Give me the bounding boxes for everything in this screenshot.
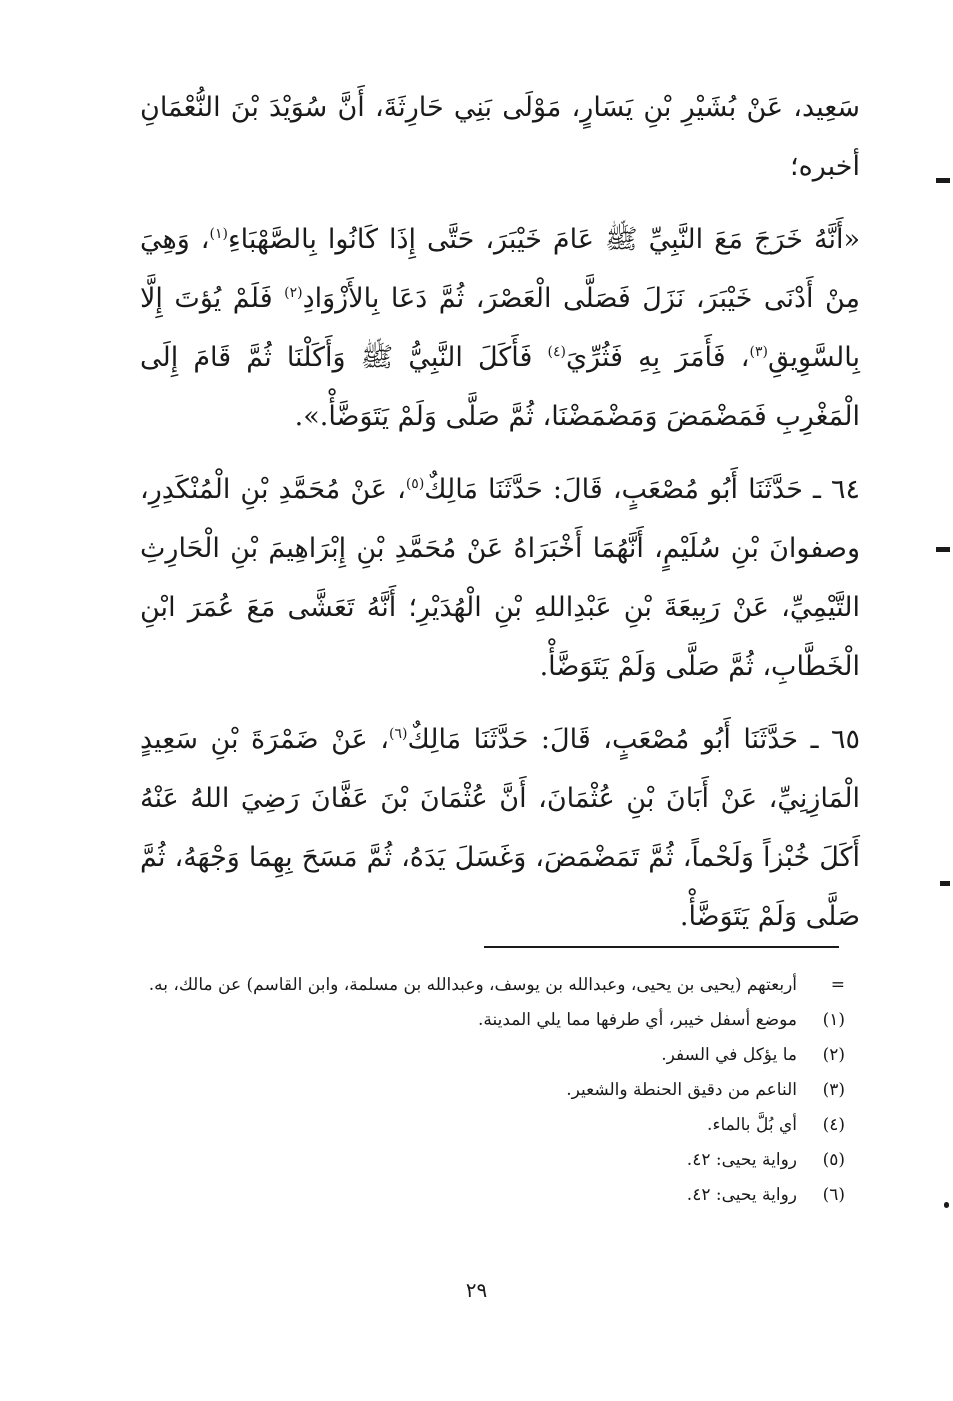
paragraph-hadith-65: ٦٥ ـ حَدَّثَنَا أَبُو مُصْعَبٍ، قَالَ: حَدَّثَنَا مَالِكٌ$^{(٦)}$، عَنْ ضَمْرَةَ بْنِ سَعِيدٍ الْمَازِنِيِّ، عَنْ أَبَانَ بْنِ عُثْمَانَ، أَنَّ عُثْمَانَ بْنَ عَفَّانَ رَضِيَ اللهُ عَنْهُ أَكَلَ خُبْزاً وَلَحْماً، ثُمَّ تَمَضْمَضَ، وَغَسَلَ يَدَهُ، ثُمَّ مَسَحَ بِهِمَا وَجْهَهُ، ثُمَّ صَلَّى وَلَمْ يَتَوَضَّأْ.: [140, 724, 860, 932]
footnote-ref-6[interactable]: (٦): [389, 726, 408, 742]
margin-mark: [940, 881, 950, 886]
footnote-continuation: =أربعتهم (يحيى بن يحيى، وعبدالله بن يوسف، وعبدالله بن مسلمة، وابن القاسم) عن مالك، به.: [140, 968, 845, 1003]
page-number: ٢٩: [465, 1278, 488, 1302]
paragraph-hadith-64: ٦٤ ـ حَدَّثَنَا أَبُو مُصْعَبٍ، قَالَ: حَدَّثَنَا مَالِكٌ$^{(٥)}$، عَنْ مُحَمَّدِ بْنِ الْمُنْكَدِرِ، وصفوانَ بْنِ سُلَيْمٍ، أَنَّهُمَا أَخْبَرَاهُ عَنْ مُحَمَّدِ بْنِ إِبْرَاهِيمَ بْنِ الْحَارِثِ التَّيْمِيِّ، عَنْ رَبِيعَةَ بْنِ عَبْدِاللهِ بْنِ الْهُدَيْرِ؛ أَنَّهُ تَعَشَّى مَعَ عُمَرَ ابْنِ الْخَطَّابِ، ثُمَّ صَلَّى وَلَمْ يَتَوَضَّأْ.: [140, 474, 860, 682]
footnote-ref-3[interactable]: (٣): [749, 344, 768, 360]
paragraph-hadith-suwayd: «أَنَّهُ خَرَجَ مَعَ النَّبِيِّ ﷺ عَامَ خَيْبَرَ، حَتَّى إِذَا كَانُوا بِالصَّهْبَاءِ$^{(١)}$، وَهِيَ مِنْ أَدْنَى خَيْبَرَ، نَزَلَ فَصَلَّى الْعَصْرَ، ثُمَّ دَعَا بِالأَزْوَادِ$^{(٢)}$ فَلَمْ يُؤتَ إِلَّا بِالسَّوِيقِ$^{(٣)}$، فَأَمَرَ بِهِ فَثُرِّيَ$^{(٤)}$ فَأَكَلَ النَّبِيُّ ﷺ وَأَكَلْنَا ثُمَّ قَامَ إِلَى الْمَغْرِبِ فَمَضْمَضَ وَمَضْمَضْنَا، ثُمَّ صَلَّى وَلَمْ يَتَوَضَّأْ.».: [140, 224, 861, 432]
continuation-marker: =: [830, 975, 845, 995]
footnote-ref-2[interactable]: (٢): [284, 285, 303, 301]
main-text: [140, 78, 860, 960]
margin-mark: [944, 1202, 949, 1208]
footnote-1: (١)موضع أسفل خيبر، أي طرفها مما يلي المدينة.: [477, 1010, 845, 1030]
footnote-2: (٢)ما يؤكل في السفر.: [661, 1045, 845, 1065]
footnote-ref-5[interactable]: (٥): [405, 476, 425, 492]
paragraph-chain-end: سَعِيد، عَنْ بُشَيْرِ بْنِ يَسَارٍ، مَوْلَى بَنِي حَارِثَةَ، أَنَّ سُوَيْدَ بْنَ النُّعْمَانِ أخبره؛: [140, 92, 860, 182]
footnote-ref-1[interactable]: (١): [209, 226, 228, 242]
footnote-4: (٤)أي بُلَّ بالماء.: [707, 1115, 845, 1135]
margin-mark: [936, 178, 950, 183]
footnote-5: (٥)رواية يحيى: ٤٢.: [686, 1150, 845, 1170]
footnote-3: (٣)الناعم من دقيق الحنطة والشعير.: [566, 1080, 845, 1100]
footnote-divider: [484, 946, 839, 948]
footnotes: [140, 968, 845, 1213]
footnote-ref-4[interactable]: (٤): [547, 344, 566, 360]
footnote-6: (٦)رواية يحيى: ٤٢.: [686, 1185, 845, 1205]
margin-mark: [936, 547, 950, 552]
